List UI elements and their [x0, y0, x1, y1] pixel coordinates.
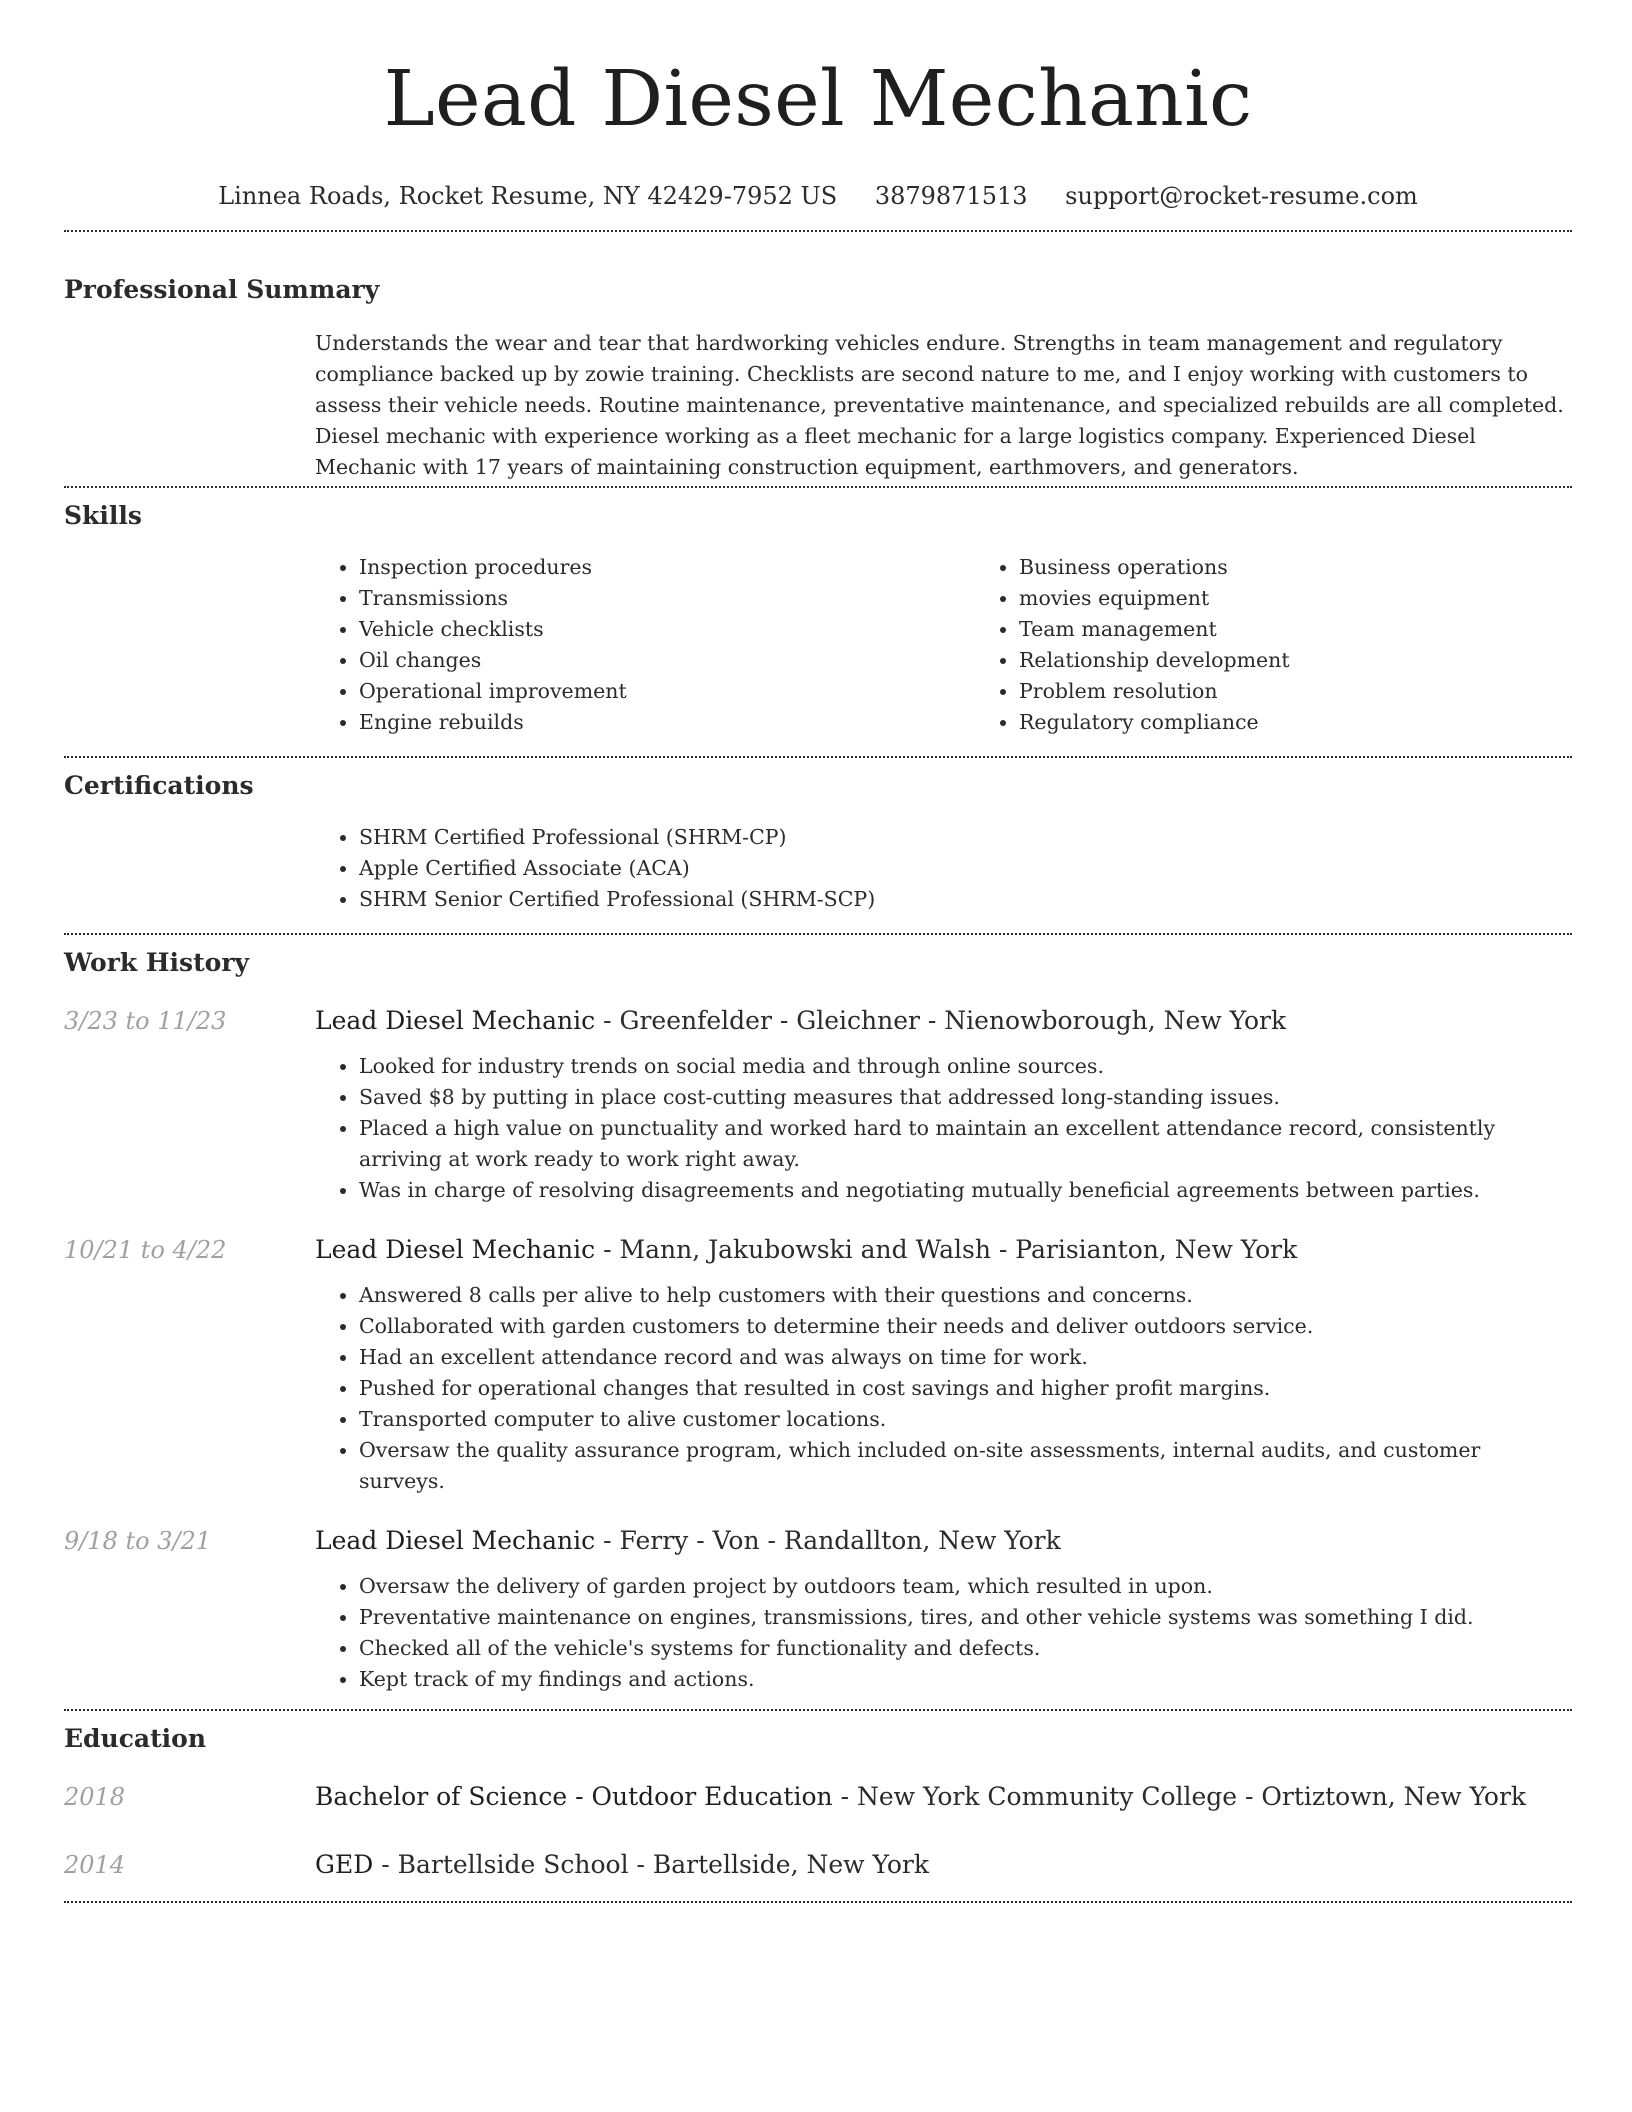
job-bullets [315, 1051, 1572, 1206]
list-item: • Answered 8 calls per alive to help customers with their questions and concerns. [359, 1280, 1572, 1311]
section-education [64, 1723, 1572, 1881]
list-item: • SHRM Senior Certified Professional (SHRM-SCP) [359, 884, 1572, 915]
job-details [64, 1280, 1572, 1497]
job-title: Lead Diesel Mechanic [315, 1235, 596, 1264]
list-item: • Business operations [1019, 552, 1632, 583]
skills-left-col [64, 552, 315, 738]
job-title: Lead Diesel Mechanic [315, 1006, 596, 1035]
list-item: • Oversaw the delivery of garden project by outdoors team, which resulted in upon. [359, 1571, 1572, 1602]
job-title-line [315, 1234, 1572, 1266]
job-entry [64, 1525, 1572, 1695]
list-item: • Oversaw the quality assurance program, which included on-site assessments, internal audits, and customer surveys. [359, 1435, 1572, 1497]
job-header [64, 1005, 1572, 1037]
section-summary [64, 274, 1572, 483]
divider [64, 230, 1572, 232]
job-right-col [315, 1571, 1572, 1695]
education-school: - Bartellside School - Bartellside, New York [373, 1850, 929, 1879]
list-item: • Operational improvement [359, 676, 975, 707]
job-left-col [64, 1571, 315, 1695]
list-item: • Transmissions [359, 583, 975, 614]
section-title-skills: Skills [64, 501, 142, 530]
list-item: • Problem resolution [1019, 676, 1632, 707]
summary-row [64, 328, 1572, 483]
job-entry [64, 1234, 1572, 1497]
list-item: • Collaborated with garden customers to determine their needs and deliver outdoors service. [359, 1311, 1572, 1342]
list-item: • Oil changes [359, 645, 975, 676]
job-title-line [315, 1525, 1572, 1557]
list-item: • Checked all of the vehicle's systems for functionality and defects. [359, 1633, 1572, 1664]
section-title-work: Work History [64, 948, 250, 977]
list-item: • Kept track of my findings and actions. [359, 1664, 1572, 1695]
section-certifications [64, 770, 1572, 915]
education-line [315, 1781, 1572, 1813]
education-entry [64, 1849, 1572, 1881]
skills-list-left [315, 552, 975, 738]
education-year: 2014 [64, 1851, 126, 1879]
contact-email: support@rocket-resume.com [1065, 182, 1418, 210]
skills-row [64, 552, 1572, 738]
section-skills [64, 500, 1572, 738]
section-title-summary: Professional Summary [64, 275, 380, 304]
certifications-left-col [64, 822, 315, 915]
list-item: • Team management [1019, 614, 1632, 645]
list-item: • movies equipment [1019, 583, 1632, 614]
divider [64, 933, 1572, 935]
summary-right-col [315, 328, 1572, 483]
divider [64, 1901, 1572, 1903]
job-header [64, 1234, 1572, 1266]
list-item: • Placed a high value on punctuality and worked hard to maintain an excellent attendance record, consistently arriving at work ready to work right away. [359, 1113, 1572, 1175]
list-item: • Inspection procedures [359, 552, 975, 583]
contact-address: Linnea Roads, Rocket Resume, NY 42429-7952 US [218, 182, 838, 210]
education-school: - New York Community College - Ortiztown, New York [832, 1782, 1527, 1811]
list-item: • Saved $8 by putting in place cost-cutting measures that addressed long-standing issues. [359, 1082, 1572, 1113]
certifications-right-col [315, 822, 1572, 915]
job-dates: 9/18 to 3/21 [64, 1527, 212, 1555]
job-employer: - Greenfelder - Gleichner - Nienowborough, New York [595, 1006, 1287, 1035]
list-item: • Engine rebuilds [359, 707, 975, 738]
contact-phone: 3879871513 [874, 182, 1028, 210]
job-title: Lead Diesel Mechanic [315, 1526, 596, 1555]
job-dates: 3/23 to 11/23 [64, 1007, 227, 1035]
section-title-education: Education [64, 1724, 207, 1753]
job-right-col [315, 1280, 1572, 1497]
skills-grid [315, 552, 1632, 738]
education-year: 2018 [64, 1783, 126, 1811]
job-title-line [315, 1005, 1572, 1037]
contact-line [64, 180, 1572, 212]
education-line [315, 1849, 1572, 1881]
divider [64, 486, 1572, 488]
education-degree: Bachelor of Science - Outdoor Education [315, 1782, 833, 1811]
list-item: • Apple Certified Associate (ACA) [359, 853, 1572, 884]
list-item: • Preventative maintenance on engines, transmissions, tires, and other vehicle systems was something I did. [359, 1602, 1572, 1633]
job-entry [64, 1005, 1572, 1206]
list-item: • Was in charge of resolving disagreements and negotiating mutually beneficial agreements between parties. [359, 1175, 1572, 1206]
education-degree: GED [315, 1850, 374, 1879]
list-item: • SHRM Certified Professional (SHRM-CP) [359, 822, 1572, 853]
certifications-list [315, 822, 1572, 915]
resume-name: Lead Diesel Mechanic [383, 55, 1253, 144]
skills-list-right [975, 552, 1632, 738]
list-item: • Vehicle checklists [359, 614, 975, 645]
section-work-history [64, 947, 1572, 1695]
resume-page [64, 0, 1572, 1903]
list-item: • Regulatory compliance [1019, 707, 1632, 738]
section-title-certifications: Certifications [64, 771, 254, 800]
job-details [64, 1571, 1572, 1695]
job-employer: - Ferry - Von - Randallton, New York [595, 1526, 1061, 1555]
list-item: • Had an excellent attendance record and was always on time for work. [359, 1342, 1572, 1373]
education-entry [64, 1781, 1572, 1813]
job-left-col [64, 1280, 315, 1497]
divider [64, 1709, 1572, 1711]
list-item: • Relationship development [1019, 645, 1632, 676]
list-item: • Pushed for operational changes that resulted in cost savings and higher profit margins. [359, 1373, 1572, 1404]
job-right-col [315, 1051, 1572, 1206]
summary-text: Understands the wear and tear that hardworking vehicles endure. Strengths in team management and regulatory compliance backed up by zowie training. Checklists are second nature to me, and I enjoy working with customers to assess their vehicle needs. Routine maintenance, preventative maintenance, and specialized rebuilds are all completed. Diesel mechanic with experience working as a fleet mechanic for a large logistics company. Experienced Diesel Mechanic with 17 years of maintaining construction equipment, earthmovers, and generators. [315, 331, 1564, 479]
job-header [64, 1525, 1572, 1557]
summary-left-col [64, 328, 315, 483]
job-left-col [64, 1051, 315, 1206]
list-item: • Looked for industry trends on social media and through online sources. [359, 1051, 1572, 1082]
list-item: • Transported computer to alive customer locations. [359, 1404, 1572, 1435]
job-bullets [315, 1280, 1572, 1497]
certifications-row [64, 822, 1572, 915]
job-bullets [315, 1571, 1572, 1695]
job-details [64, 1051, 1572, 1206]
divider [64, 756, 1572, 758]
job-dates: 10/21 to 4/22 [64, 1236, 227, 1264]
job-employer: - Mann, Jakubowski and Walsh - Parisianton, New York [595, 1235, 1298, 1264]
